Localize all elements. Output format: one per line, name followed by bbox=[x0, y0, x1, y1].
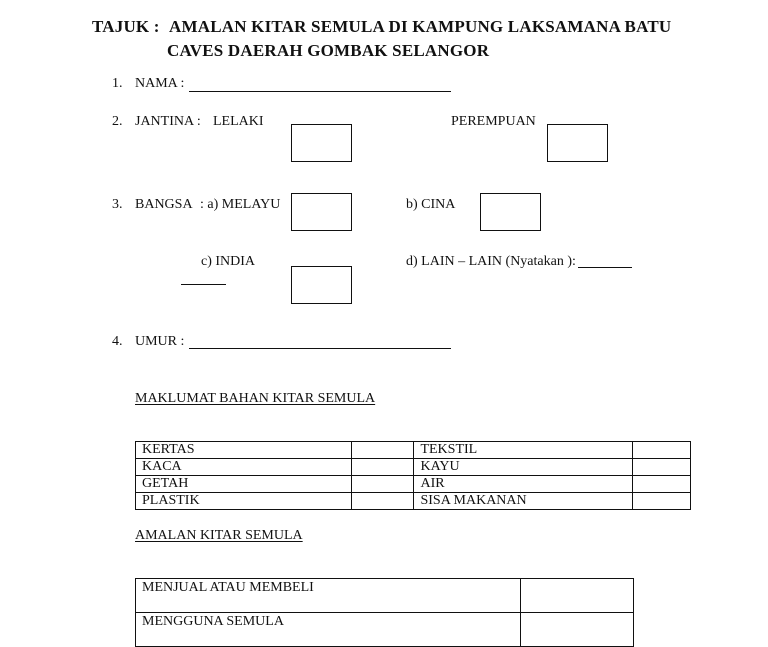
others-field-line[interactable] bbox=[578, 267, 632, 268]
material-checkbox-cell[interactable] bbox=[633, 459, 691, 476]
malay-option-label: : a) MELAYU bbox=[200, 197, 281, 212]
material-checkbox-cell[interactable] bbox=[633, 476, 691, 493]
practice-cell: MENJUAL ATAU MEMBELI bbox=[136, 579, 521, 613]
material-cell: KAYU bbox=[414, 459, 633, 476]
recycle-materials-table bbox=[135, 441, 691, 510]
title-line-2: CAVES DAERAH GOMBAK SELANGOR bbox=[167, 41, 490, 60]
material-cell: KERTAS bbox=[136, 442, 352, 459]
title-line-1: AMALAN KITAR SEMULA DI KAMPUNG LAKSAMANA BATU bbox=[169, 17, 672, 36]
male-option-label: LELAKI bbox=[213, 114, 264, 129]
indian-option-label: c) INDIA bbox=[201, 254, 256, 269]
indian-side-line bbox=[181, 284, 226, 285]
recycle-practice-heading: AMALAN KITAR SEMULA bbox=[135, 528, 303, 543]
male-checkbox[interactable] bbox=[291, 124, 352, 162]
malay-checkbox[interactable] bbox=[291, 193, 352, 231]
material-checkbox-cell[interactable] bbox=[351, 476, 414, 493]
material-cell: SISA MAKANAN bbox=[414, 493, 633, 510]
practice-cell: MENGGUNA SEMULA bbox=[136, 613, 521, 647]
table-row bbox=[136, 459, 691, 476]
chinese-option-label: b) CINA bbox=[406, 197, 456, 212]
table-row bbox=[136, 579, 634, 613]
q1-number: 1. bbox=[112, 76, 123, 91]
material-checkbox-cell[interactable] bbox=[351, 493, 414, 510]
material-checkbox-cell[interactable] bbox=[633, 493, 691, 510]
q2-label: JANTINA : bbox=[135, 114, 201, 129]
female-option-label: PEREMPUAN bbox=[451, 114, 536, 129]
q3-number: 3. bbox=[112, 197, 123, 212]
chinese-checkbox[interactable] bbox=[480, 193, 541, 231]
material-cell: TEKSTIL bbox=[414, 442, 633, 459]
table-row bbox=[136, 493, 691, 510]
female-checkbox[interactable] bbox=[547, 124, 608, 162]
q3-label: BANGSA bbox=[135, 197, 193, 212]
q4-number: 4. bbox=[112, 334, 123, 349]
indian-checkbox[interactable] bbox=[291, 266, 352, 304]
recycle-practice-table bbox=[135, 578, 634, 647]
title-prefix: TAJUK : bbox=[92, 17, 160, 36]
name-field-line[interactable] bbox=[189, 91, 451, 92]
q1-label: NAMA : bbox=[135, 76, 185, 91]
practice-checkbox-cell[interactable] bbox=[521, 579, 634, 613]
material-checkbox-cell[interactable] bbox=[351, 442, 414, 459]
age-field-line[interactable] bbox=[189, 348, 451, 349]
table-row bbox=[136, 476, 691, 493]
material-cell: KACA bbox=[136, 459, 352, 476]
q4-label: UMUR : bbox=[135, 334, 185, 349]
material-cell: PLASTIK bbox=[136, 493, 352, 510]
material-checkbox-cell[interactable] bbox=[633, 442, 691, 459]
others-option-label: d) LAIN – LAIN (Nyatakan ): bbox=[406, 254, 576, 269]
table-row bbox=[136, 442, 691, 459]
recycle-materials-heading: MAKLUMAT BAHAN KITAR SEMULA bbox=[135, 391, 376, 406]
material-cell: GETAH bbox=[136, 476, 352, 493]
material-cell: AIR bbox=[414, 476, 633, 493]
q2-number: 2. bbox=[112, 114, 123, 129]
material-checkbox-cell[interactable] bbox=[351, 459, 414, 476]
